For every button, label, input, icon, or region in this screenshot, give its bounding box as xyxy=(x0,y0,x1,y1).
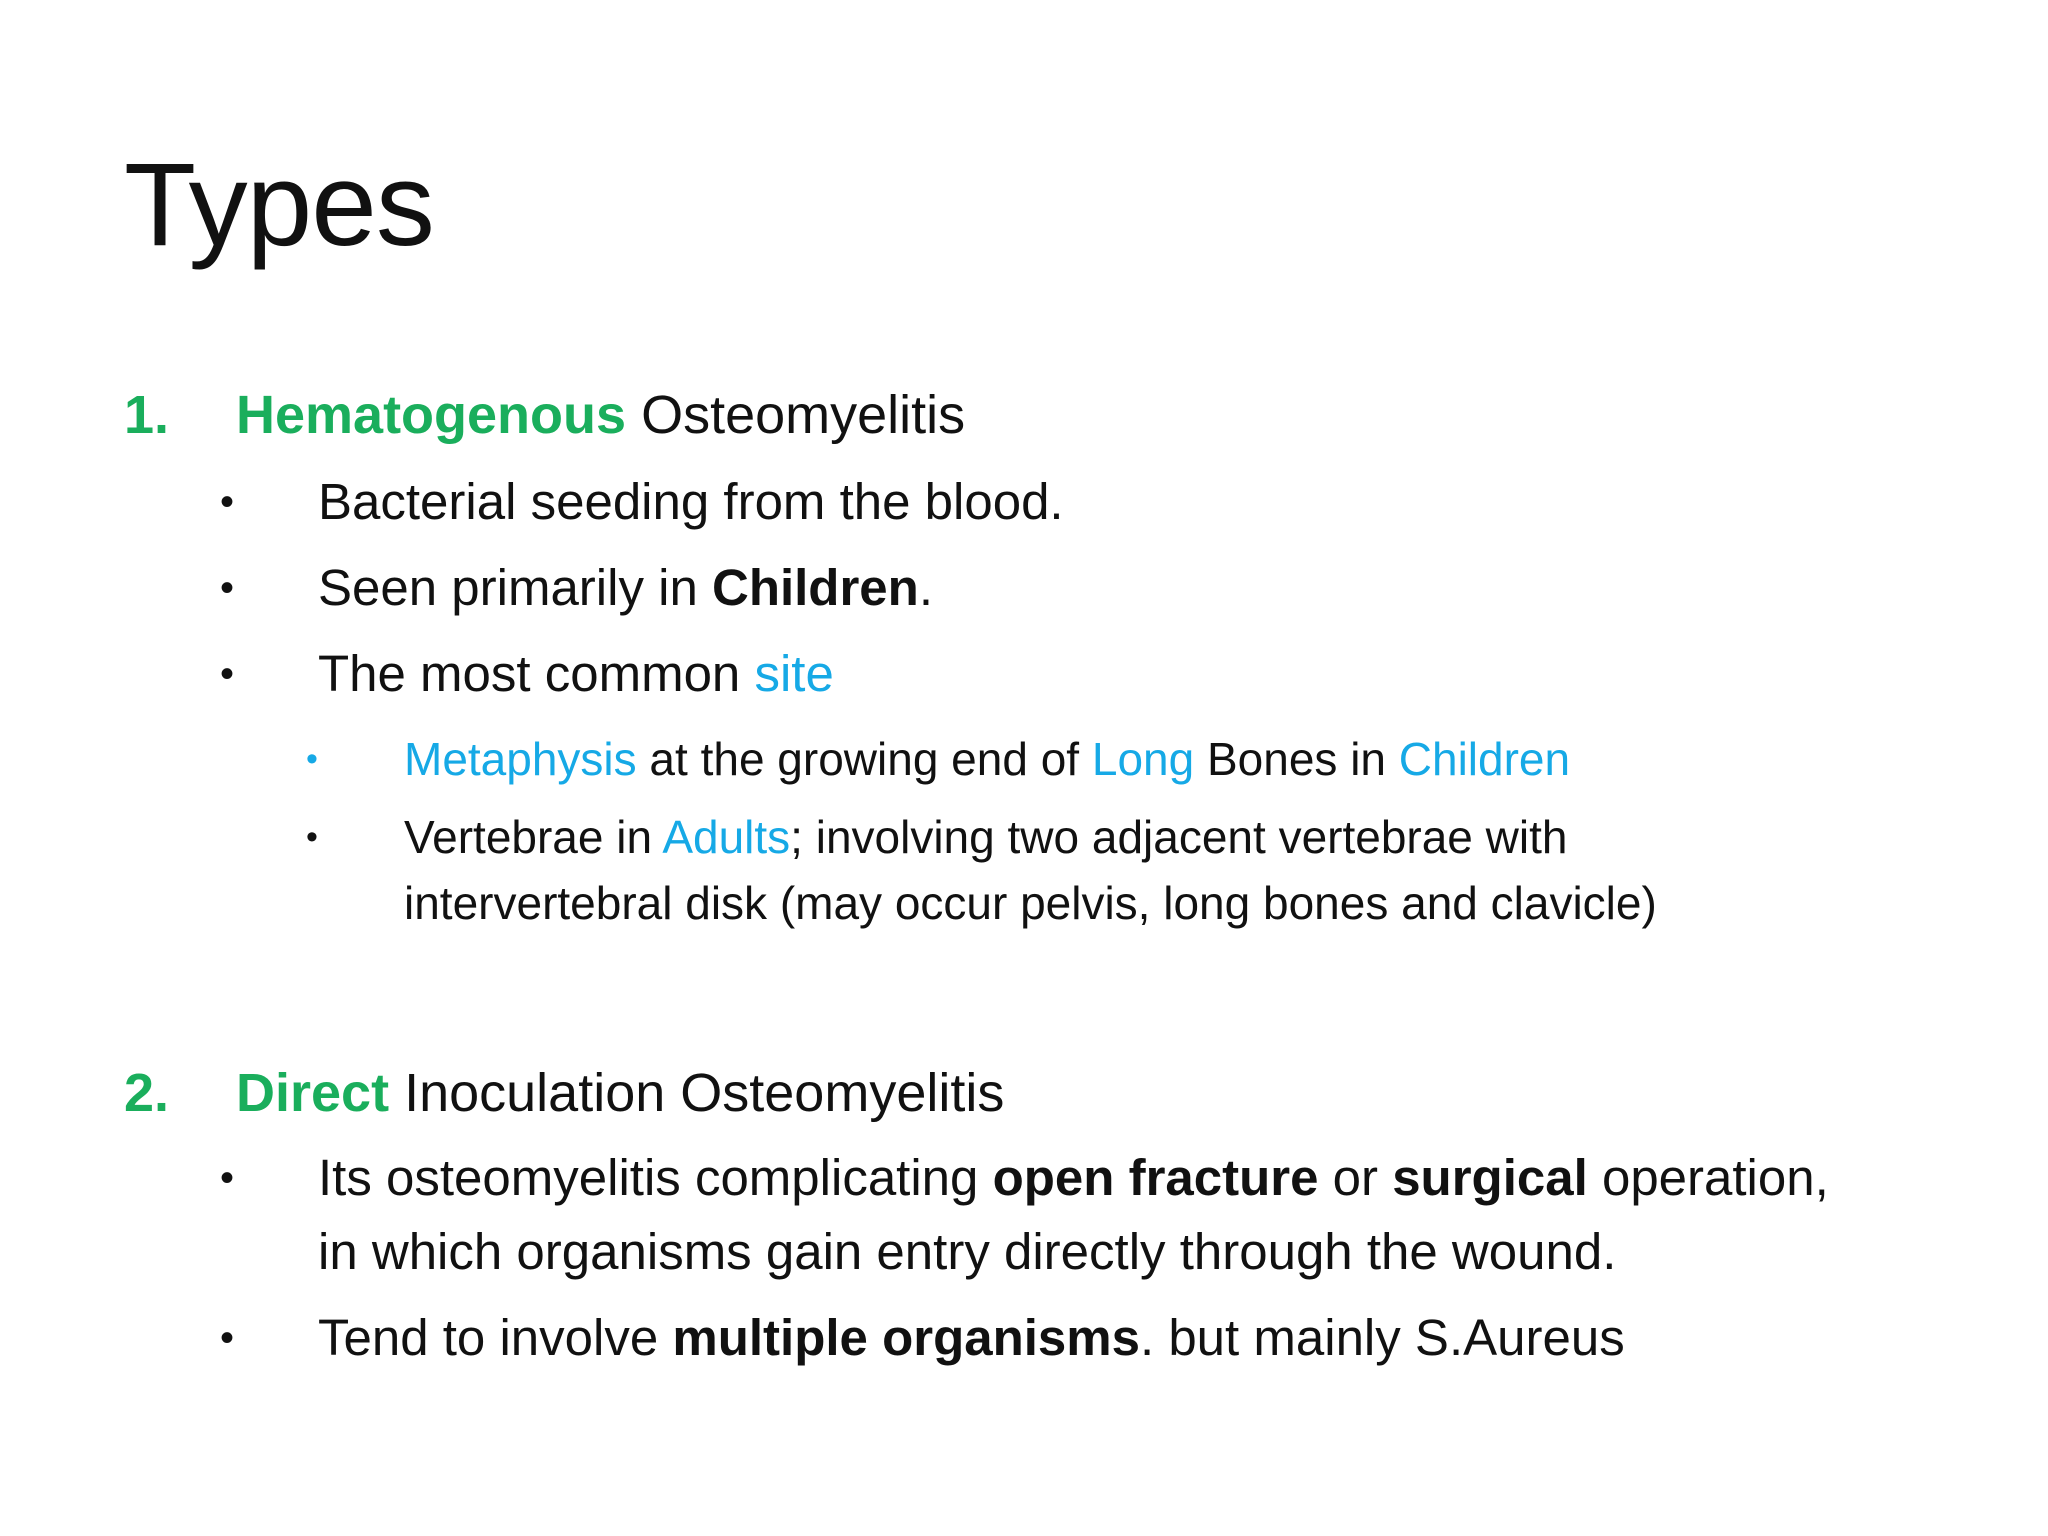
section-2-heading xyxy=(236,1060,1004,1126)
section-1-heading-rest: Osteomyelitis xyxy=(626,385,966,445)
subbullet-2-line-2: intervertebral disk (may occur pelvis, long bones and clavicle) xyxy=(404,877,1657,929)
bullet-2-post: . xyxy=(918,559,933,616)
bullet-dot-4: • xyxy=(220,1156,235,1200)
subbullet-2-seg1: Vertebrae in xyxy=(404,811,663,863)
bullet-2-pre: Seen primarily in xyxy=(318,559,712,616)
bullet-5-text xyxy=(318,1306,1625,1370)
section-1-heading xyxy=(236,382,965,448)
bullet-4-bold-1: open fracture xyxy=(992,1149,1319,1206)
subbullet-1-seg2: at the growing end of xyxy=(636,733,1092,785)
bullet-2-bold: Children xyxy=(711,559,919,616)
bullet-3-text xyxy=(318,642,834,706)
bullet-dot-5: • xyxy=(220,1316,235,1360)
section-1-number: 1. xyxy=(124,385,170,445)
bullet-4-pre: Its osteomyelitis complicating xyxy=(318,1149,993,1206)
bullet-4-bold-2: surgical xyxy=(1392,1149,1588,1206)
subbullet-1-text xyxy=(404,730,1570,788)
bullet-3-pre: The most common xyxy=(318,645,755,702)
bullet-dot-2: • xyxy=(220,566,235,610)
bullet-3-highlight: site xyxy=(754,645,834,702)
bullet-4-line-1 xyxy=(318,1146,1829,1210)
subbullet-2-seg3: ; involving two adjacent vertebrae with xyxy=(790,811,1568,863)
subbullet-dot-2: • xyxy=(306,818,318,856)
section-1-heading-highlight: Hematogenous xyxy=(236,385,627,445)
bullet-2-text xyxy=(318,556,933,620)
subbullet-2-line-1 xyxy=(404,808,1567,866)
bullet-4-mid: or xyxy=(1318,1149,1393,1206)
subbullet-1-seg3: Long xyxy=(1091,733,1195,785)
section-2-heading-highlight: Direct xyxy=(236,1063,390,1123)
section-2-number: 2. xyxy=(124,1063,170,1123)
subbullet-1-seg5: Children xyxy=(1398,733,1571,785)
subbullet-2-seg2: Adults xyxy=(662,811,791,863)
bullet-5-bold: multiple organisms xyxy=(672,1309,1140,1366)
bullet-4-post: operation, xyxy=(1587,1149,1829,1206)
bullet-5-pre: Tend to involve xyxy=(318,1309,673,1366)
subbullet-dot-1: • xyxy=(306,740,318,778)
bullet-dot-1: • xyxy=(220,480,235,524)
subbullet-1-seg4: Bones in xyxy=(1194,733,1399,785)
subbullet-1-seg1: Metaphysis xyxy=(404,733,637,785)
bullet-1-text: Bacterial seeding from the blood. xyxy=(318,473,1064,530)
bullet-dot-3: • xyxy=(220,652,235,696)
bullet-4-line-2: in which organisms gain entry directly through the wound. xyxy=(318,1223,1617,1280)
section-2-heading-rest: Inoculation Osteomyelitis xyxy=(389,1063,1005,1123)
slide-title: Types xyxy=(124,139,434,271)
bullet-5-post: . but mainly S.Aureus xyxy=(1139,1309,1625,1366)
